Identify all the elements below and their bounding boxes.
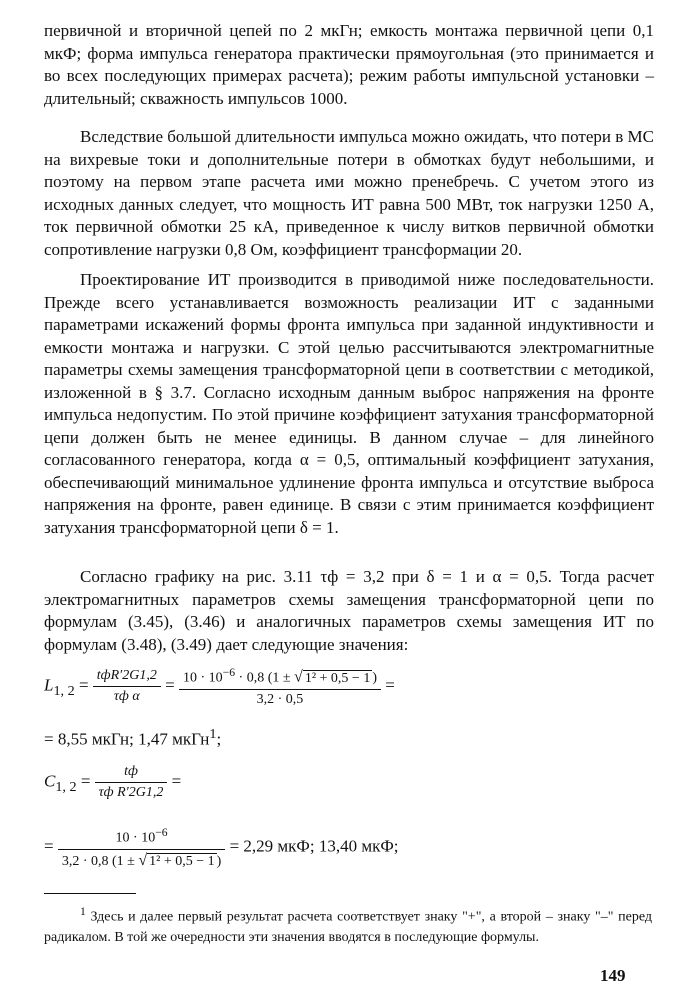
eq-C-frac1-numerator: tф	[95, 764, 168, 783]
eq-L-symbol: L	[44, 675, 54, 695]
eq-C-symbol: C	[44, 771, 56, 791]
footnote	[44, 902, 652, 948]
eq-C-result: = 2,29 мкФ; 13,40 мкФ;	[229, 836, 399, 856]
eq-C-fraction-2	[58, 826, 225, 870]
equation-inductance	[44, 666, 395, 708]
footnote-number: 1	[80, 905, 86, 918]
eq-sign: =	[44, 836, 54, 856]
eq-L-subscript: 1, 2	[53, 683, 75, 700]
eq-L-frac2-numerator: $10 \cdot 10^{-6} \cdot 0,8$ (1 ± √ 1² + 0,5 − 1 )	[179, 666, 381, 690]
eq-C-frac2-denominator: 3,2 · 0,8 (1 ± √ 1² + 0,5 − 1 )	[61, 851, 222, 869]
eq-C-frac1-denominator: τф R′2G1,2	[98, 785, 164, 800]
equation-capacitance-result	[44, 826, 399, 870]
eq-C-subscript: 1, 2	[55, 778, 77, 795]
eq-C-fraction-1	[95, 764, 168, 801]
eq-sign: =	[78, 675, 89, 695]
eq-L-frac2-denominator: 3,2 · 0,5	[256, 691, 304, 707]
eq-L-frac1-numerator: tфR′2G1,2	[93, 668, 161, 687]
radicand: 1² + 0,5 − 1	[304, 670, 371, 686]
eq-L-result: = 8,55 мкГн; 1,47 мкГн	[44, 729, 210, 749]
eq-sign: =	[165, 675, 175, 695]
footnote-divider	[44, 893, 136, 894]
eq-sign: =	[171, 771, 182, 791]
eq-sign: =	[385, 675, 395, 695]
equation-inductance-result: = 8,55 мкГн; 1,47 мкГн$^1$;	[44, 726, 222, 749]
footnote-mark: 1	[209, 726, 217, 742]
eq-L-fraction-1	[93, 668, 161, 705]
paragraph-3: Проектирование ИТ производится в приводимой ниже последовательности. Прежде всего устанавливается возможность реализации ИТ с заданными параметрами искажений формы фронта импульса при заданной индуктивности и емкости монтажа и нагрузки. С этой целью рассчитываются электромагнитные параметры схемы замещения трансформаторной цепи в соответствии с методикой, изложенной в § 3.7. Согласно исходным данным выброс напряжения на фронте импульса недопустим. По этой причине коэффициент затухания трансформаторной цепи должен быть не менее единицы. В данном случае – для линейного согласованного генератора, когда α = 0,5, оптимальный коэффициент затухания, обеспечивающий минимальное удлинение фронта импульса и отсутствие выброса напряжения на фронте, равен единице. В связи с этим принимается коэффициент затухания трансформаторной цепи δ = 1.	[44, 270, 654, 537]
radicand: 1² + 0,5 − 1	[149, 853, 215, 869]
eq-C-frac2-numerator: $10 \cdot 10^{-6}$	[58, 826, 225, 850]
page-number: 149	[600, 966, 626, 985]
equation-capacitance	[44, 764, 181, 801]
footnote-text: Здесь и далее первый результат расчета соответствует знаку "+", а второй – знаку "–" перед радикалом. В той же очередности эти значения вводятся в последующие формулы.	[44, 909, 653, 945]
eq-sign: =	[80, 771, 91, 791]
eq-L-frac1-denominator: τф α	[113, 689, 140, 705]
paragraph-2: Вследствие большой длительности импульса можно ожидать, что потери в МС на вихревые токи и дополнительные потери в обмотках будут небольшими, и поэтому на первом этапе расчета ими можно пренебречь. С учетом этого из исходных данных следует, что мощность ИТ равна 500 МВт, ток нагрузки 1250 А, ток первичной обмотки 25 кА, приведенное к числу витков первичной обмотки сопротивление нагрузки 0,8 Ом, коэффициент трансформации 20.	[44, 127, 654, 259]
eq-L-fraction-2	[179, 666, 381, 708]
paragraph-1: первичной и вторичной цепей по 2 мкГн; емкость монтажа первичной цепи 0,1 мкФ; форма импульса генератора практически прямоугольная (это принимается и во всех последующих примерах расчета); режим работы импульсной установки – длительный; скважность импульсов 1000.	[44, 21, 654, 108]
paragraph-4: Согласно графику на рис. 3.11 τф = 3,2 при δ = 1 и α = 0,5. Тогда расчет электромагнитных параметров схемы замещения трансформаторной цепи по формулам (3.45), (3.46) и аналогичных параметров схемы замещения ИТ по формулам (3.48), (3.49) дает следующие значения:	[44, 567, 654, 654]
